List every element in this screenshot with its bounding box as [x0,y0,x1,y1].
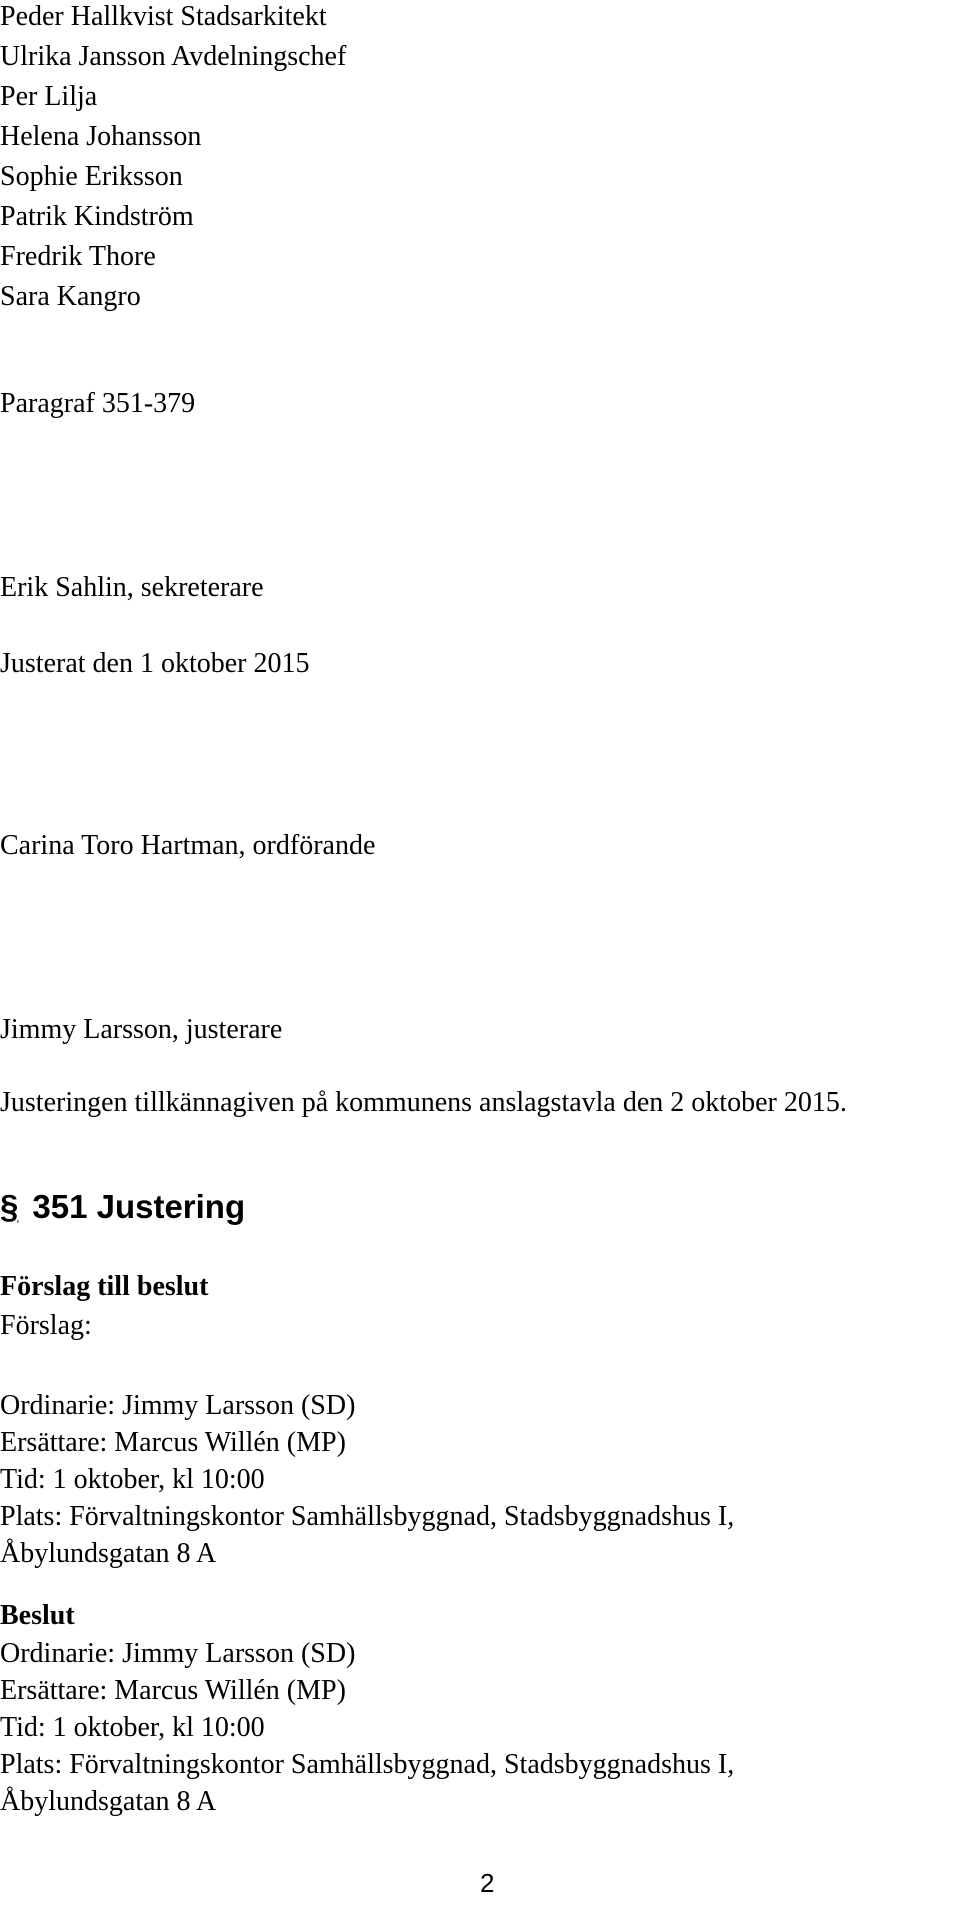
chair-line: Carina Toro Hartman, ordförande [0,830,376,861]
paragraph-range: Paragraf 351-379 [0,388,196,419]
proposal-time: Tid: 1 oktober, kl 10:00 [0,1464,265,1495]
adjusted-date-line: Justerat den 1 oktober 2015 [0,648,310,679]
page-number: 2 [480,1868,495,1898]
attendee-line: Patrik Kindström [0,201,194,232]
attendee-line: Sophie Eriksson [0,161,183,192]
decision-ordinary: Ordinarie: Jimmy Larsson (SD) [0,1638,356,1669]
attendee-line: Per Lilja [0,81,98,112]
proposal-substitute: Ersättare: Marcus Willén (MP) [0,1427,346,1458]
secretary-line: Erik Sahlin, sekreterare [0,572,264,603]
proposal-heading: Förslag till beslut [0,1271,209,1302]
attendee-line: Peder Hallkvist Stadsarkitekt [0,1,327,32]
proposal-ordinary: Ordinarie: Jimmy Larsson (SD) [0,1390,356,1421]
proposal-place-cont: Åbylundsgatan 8 A [0,1538,217,1569]
attendee-line: Helena Johansson [0,121,202,152]
section-symbol: § [0,1188,19,1225]
attendee-line: Ulrika Jansson Avdelningschef [0,41,347,72]
announcement-line: Justeringen tillkännagiven på kommunens anslagstavla den 2 oktober 2015. [0,1087,847,1118]
decision-place: Plats: Förvaltningskontor Samhällsbyggnad, Stadsbyggnadshus I, [0,1749,735,1780]
attendee-line: Sara Kangro [0,281,141,312]
adjuster-line: Jimmy Larsson, justerare [0,1014,283,1045]
proposal-place: Plats: Förvaltningskontor Samhällsbyggnad, Stadsbyggnadshus I, [0,1501,735,1532]
decision-place-cont: Åbylundsgatan 8 A [0,1786,217,1817]
section-title: 351 Justering [32,1188,246,1225]
section-heading [0,1187,245,1227]
attendee-line: Fredrik Thore [0,241,156,272]
decision-substitute: Ersättare: Marcus Willén (MP) [0,1675,346,1706]
decision-heading: Beslut [0,1600,75,1631]
proposal-label: Förslag: [0,1310,92,1341]
decision-time: Tid: 1 oktober, kl 10:00 [0,1712,265,1743]
